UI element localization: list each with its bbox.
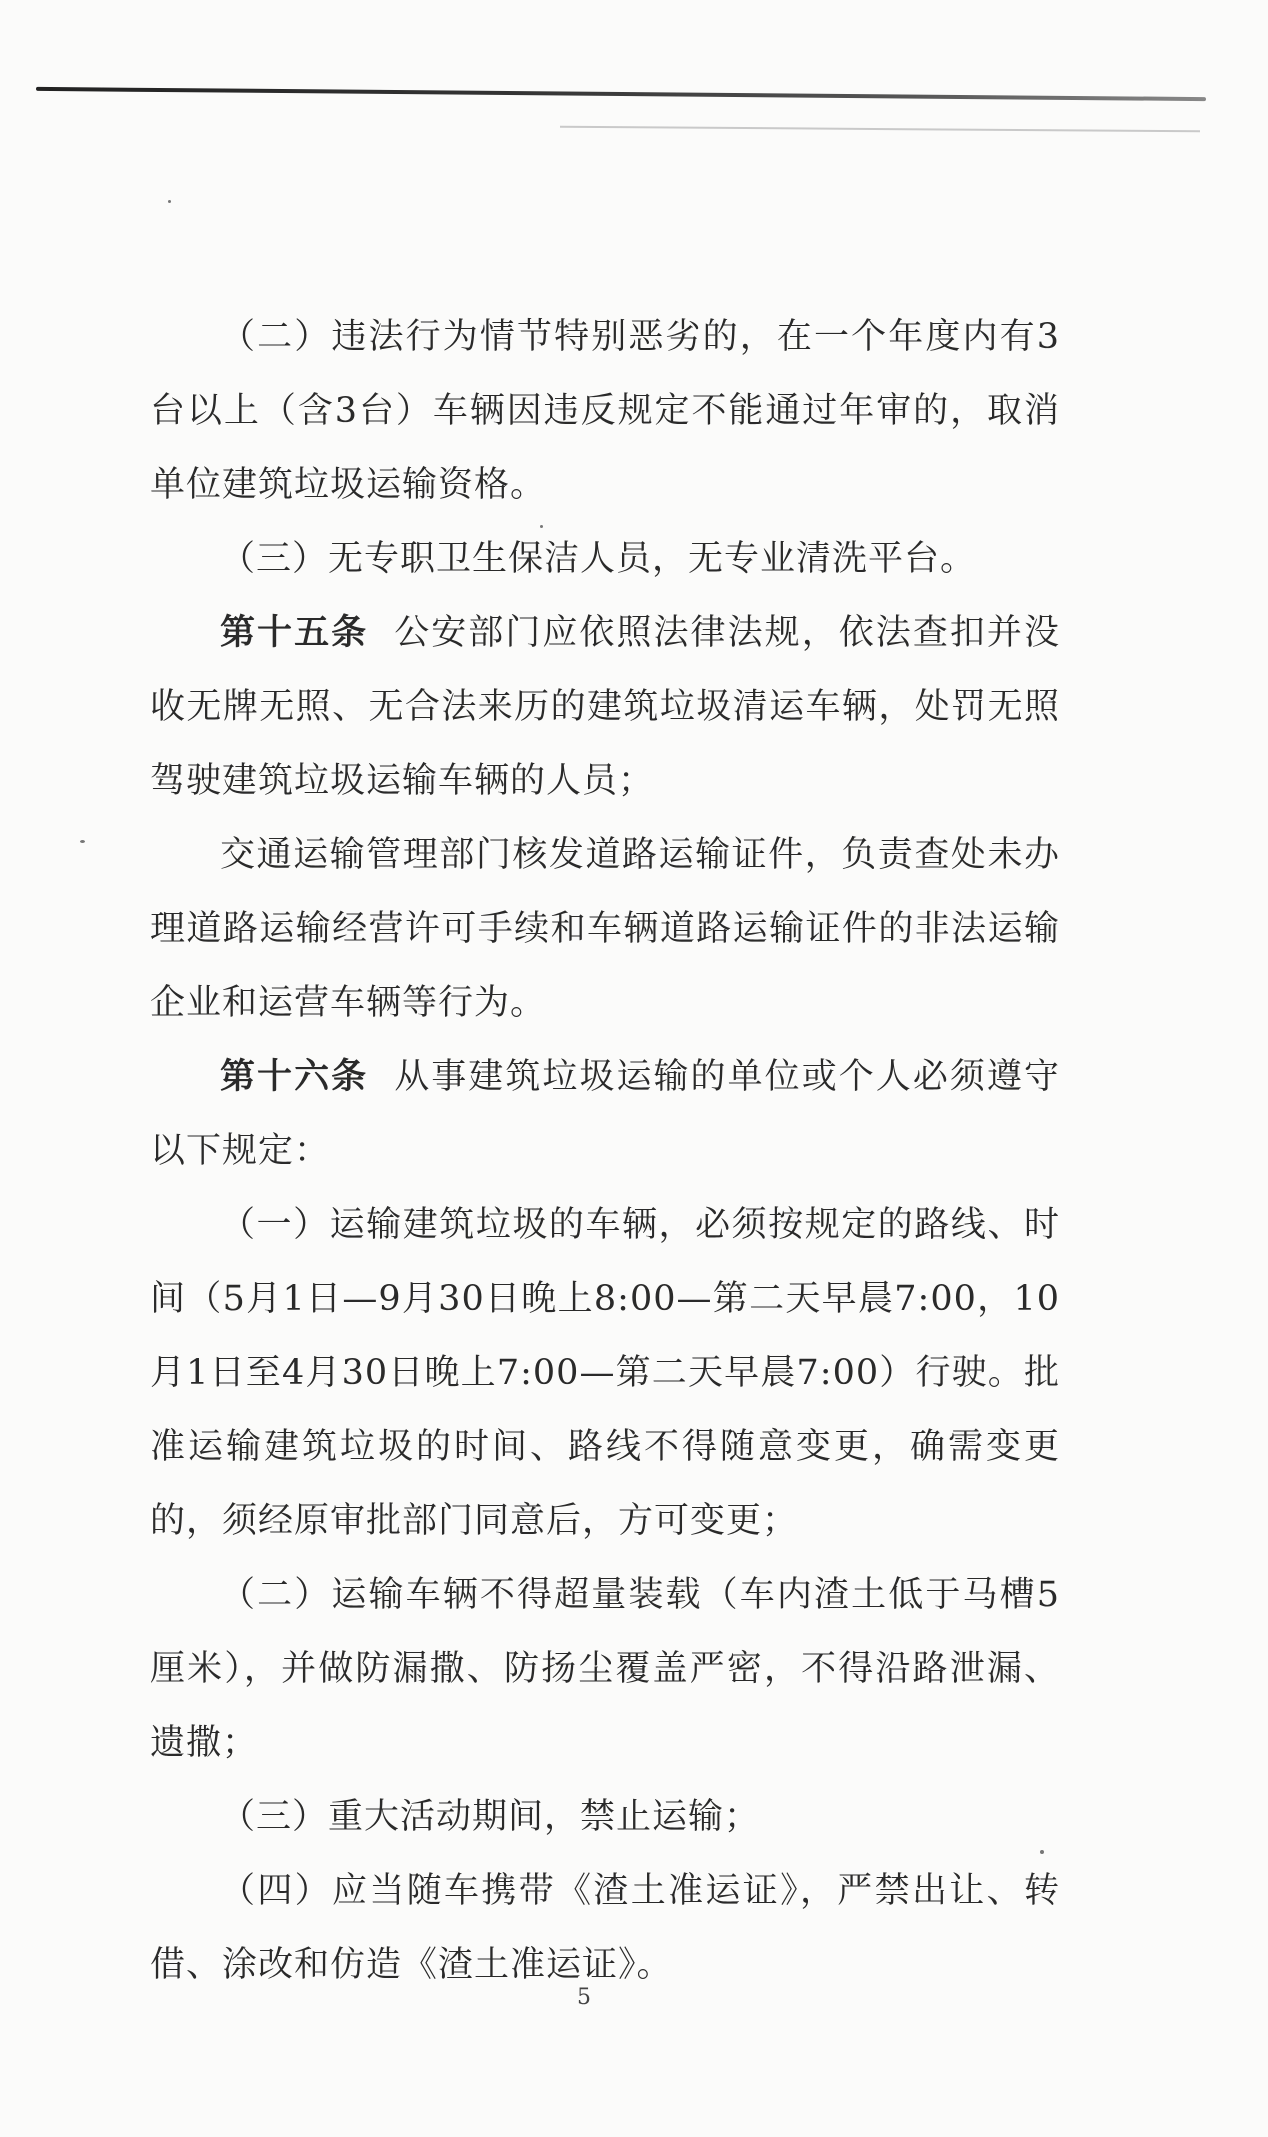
header-rule-shadow xyxy=(560,126,1200,132)
paragraph-2-text: （三）无专职卫生保洁人员，无专业清洗平台。 xyxy=(220,539,977,579)
paragraph-4-text: 交通运输管理部门核发道路运输证件，负责查处未办理道路运输经营许可手续和车辆道路运输证件的非法运输企业和运营车辆等行为。 xyxy=(150,835,1060,1023)
scan-speck xyxy=(168,200,171,203)
paragraph-8 xyxy=(150,1780,1060,1854)
paragraph-6 xyxy=(150,1188,1060,1558)
header-rule xyxy=(36,87,1206,101)
paragraph-1-text: （二）违法行为情节特别恶劣的，在一个年度内有3台以上（含3台）车辆因违反规定不能通过年审的，取消单位建筑垃圾运输资格。 xyxy=(150,317,1060,505)
scan-speck xyxy=(80,840,85,843)
paragraph-6-text: （一）运输建筑垃圾的车辆，必须按规定的路线、时间（5月1日—9月30日晚上8:00—第二天早晨7:00，10月1日至4月30日晚上7:00—第二天早晨7:00）行驶。批准运输建筑垃圾的时间、路线不得随意变更，确需变更的，须经原审批部门同意后，方可变更； xyxy=(150,1205,1060,1541)
article-16 xyxy=(150,1040,1060,1188)
document-body xyxy=(150,300,1060,2002)
paragraph-4 xyxy=(150,818,1060,1040)
page-number: 5 xyxy=(577,1985,591,2010)
article-15-text: 公安部门应依照法律法规，依法查扣并没收无牌无照、无合法来历的建筑垃圾清运车辆，处罚无照驾驶建筑垃圾运输车辆的人员； xyxy=(150,613,1060,801)
article-15-heading: 第十五条 xyxy=(220,612,369,653)
article-16-text: 从事建筑垃圾运输的单位或个人必须遵守以下规定： xyxy=(150,1057,1060,1171)
article-15 xyxy=(150,596,1060,818)
paragraph-9 xyxy=(150,1854,1060,2002)
paragraph-8-text: （三）重大活动期间，禁止运输； xyxy=(220,1797,761,1837)
paragraph-2 xyxy=(150,522,1060,596)
paragraph-9-text: （四）应当随车携带《渣土准运证》，严禁出让、转借、涂改和仿造《渣土准运证》。 xyxy=(150,1871,1060,1985)
paragraph-1 xyxy=(150,300,1060,522)
paragraph-7 xyxy=(150,1558,1060,1780)
article-16-heading: 第十六条 xyxy=(220,1056,369,1097)
paragraph-7-text: （二）运输车辆不得超量装载（车内渣土低于马槽5厘米），并做防漏撒、防扬尘覆盖严密，不得沿路泄漏、遗撒； xyxy=(150,1575,1060,1763)
